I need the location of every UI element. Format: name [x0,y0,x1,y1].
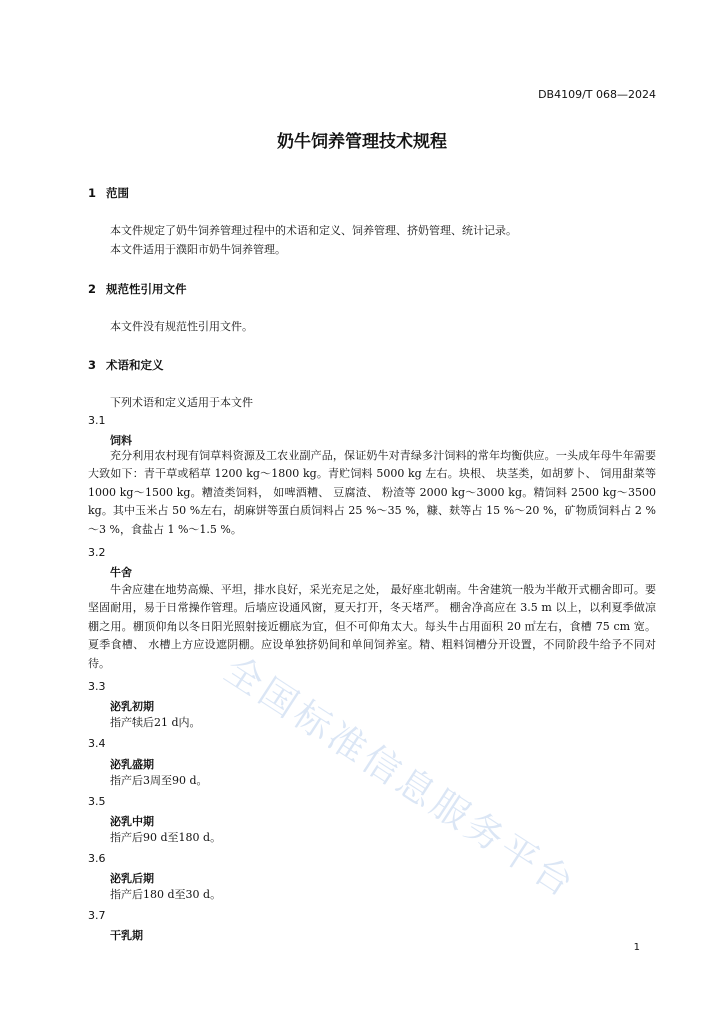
term-number: 3.6 [88,852,106,865]
section-number: 1 [88,186,97,200]
term-name: 牛舍 [110,566,132,579]
section-title: 范围 [106,186,129,200]
section-heading-terms [88,357,164,373]
term-name: 泌乳后期 [110,872,154,885]
term-number: 3.7 [88,909,106,922]
doc-code: DB4109/T 068—2024 [538,88,656,101]
section-heading-scope [88,185,129,201]
term-definition: 指产后180 d至30 d。 [110,888,222,901]
term-number: 3.4 [88,737,106,750]
term-definition: 指产犊后21 d内。 [110,716,201,729]
term-definition: 牛舍应建在地势高燥、平坦，排水良好，采光充足之处， 最好座北朝南。牛舍建筑一般为半敞开式棚舍即可。要坚固耐用，易于日常操作管理。后墙应设通风窗，夏天打开，冬天堵严。 棚舍净高应在 3.5 m 以上，以利夏季做凉棚之用。棚顶仰角以冬日阳光照射接近棚底为宜，但不可仰角太大。每头牛占用面积 20 ㎡左右，食槽 75 cm 宽。夏季食槽、 水槽上方应设遮阴棚。应设单独挤奶间和单间饲养室。精、粗料饲槽分开设置，不同阶段牛给予不同对待。 [88,583,656,670]
section-number: 2 [88,282,97,296]
paragraph: 本文件适用于濮阳市奶牛饲养管理。 [110,243,286,256]
paragraph: 本文件没有规范性引用文件。 [110,320,253,333]
paragraph: 本文件规定了奶牛饲养管理过程中的术语和定义、饲养管理、挤奶管理、统计记录。 [110,224,517,237]
section-title: 术语和定义 [106,358,164,372]
term-name: 泌乳中期 [110,815,154,828]
term-number: 3.2 [88,546,106,559]
doc-title: 奶牛饲养管理技术规程 [277,132,447,152]
term-name: 干乳期 [110,929,143,942]
section-heading-normative-references [88,281,187,297]
term-name: 泌乳初期 [110,700,154,713]
section-number: 3 [88,358,97,372]
term-number: 3.1 [88,414,106,427]
watermark: 全国标准信息服务平台 [216,647,584,907]
term-definition: 指产后3周至90 d。 [110,774,208,787]
term-definition: 充分利用农村现有饲草料资源及工农业副产品，保证奶牛对青绿多汁饲料的常年均衡供应。一头成年母牛年需要大致如下：青干草或稻草 1200 kg～1800 kg。青贮饲料 5000 kg 左右。块根、 块茎类，如胡萝卜、 饲用甜菜等 1000 kg～1500 kg。糟渣类饲料， 如啤酒糟、 豆腐渣、 粉渣等 2000 kg～3000 kg。精饲料 2500 kg～3500 kg。其中玉米占 50 %左右，胡麻饼等蛋白质饲料占 25 %～35 %，糠、麸等占 15 %～20 %，矿物质饲料占 2 %～3 %，食盐占 1 %～1.5 %。 [88,449,656,536]
paragraph: 下列术语和定义适用于本文件 [110,396,253,409]
term-number: 3.3 [88,680,106,693]
page-number: 1 [633,942,640,953]
term-name: 泌乳盛期 [110,758,154,771]
section-title: 规范性引用文件 [106,282,187,296]
term-definition: 指产后90 d至180 d。 [110,831,222,844]
term-number: 3.5 [88,795,106,808]
term-name: 饲料 [110,434,132,447]
